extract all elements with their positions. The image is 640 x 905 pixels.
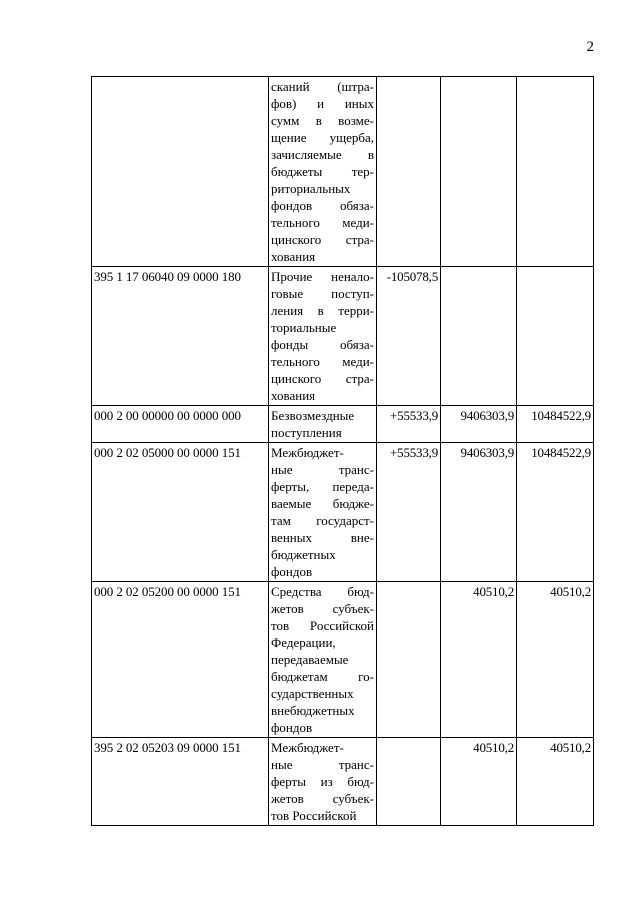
revenue-name-line: фондов (271, 720, 313, 735)
revenue-name-line: цинского стра- (271, 371, 374, 386)
amount-cell-2: 9406303,9 (441, 406, 517, 443)
amount-cell-1: +55533,9 (377, 443, 441, 582)
revenue-name-line: Безвозмездные (271, 408, 355, 423)
amount-cell-3 (517, 267, 594, 406)
revenue-name-line: ваемые бюдже- (271, 496, 374, 511)
revenue-name-line: поступления (271, 425, 342, 440)
revenue-name-line: хования (271, 388, 316, 403)
revenue-name-line: тельного меди- (271, 215, 374, 230)
budget-code-cell: 000 2 02 05200 00 0000 151 (92, 582, 269, 738)
revenue-name-line: щение ущерба, (271, 130, 374, 145)
revenue-name-line: ные транс- (271, 462, 374, 477)
revenue-name-line: Федерации, (271, 635, 336, 650)
revenue-name-cell (269, 406, 377, 443)
budget-table (91, 76, 594, 826)
revenue-name-line: зачисляемые в (271, 147, 374, 162)
revenue-name-line: тов Российской (271, 808, 357, 823)
revenue-name-line: передаваемые (271, 652, 349, 667)
revenue-name-cell (269, 267, 377, 406)
revenue-name-line: фондов (271, 564, 313, 579)
budget-code-cell (92, 77, 269, 267)
budget-code-cell: 395 2 02 05203 09 0000 151 (92, 738, 269, 826)
table-row (92, 77, 594, 267)
budget-table-body (92, 77, 594, 826)
budget-code-cell: 000 2 02 05000 00 0000 151 (92, 443, 269, 582)
revenue-name-line: тельного меди- (271, 354, 374, 369)
budget-code-cell: 395 1 17 06040 09 0000 180 (92, 267, 269, 406)
revenue-name-cell (269, 77, 377, 267)
amount-cell-3: 10484522,9 (517, 443, 594, 582)
amount-cell-3: 10484522,9 (517, 406, 594, 443)
revenue-name-line: жетов субъек- (271, 791, 374, 806)
revenue-name-line: говые поступ- (271, 286, 374, 301)
revenue-name-cell (269, 738, 377, 826)
revenue-name-line: сканий (штра- (271, 79, 374, 94)
revenue-name-line: тов Российской (271, 618, 374, 633)
amount-cell-2: 40510,2 (441, 738, 517, 826)
revenue-name-line: жетов субъек- (271, 601, 374, 616)
table-row (92, 406, 594, 443)
revenue-name-line: Межбюджет- (271, 740, 344, 755)
table-row (92, 267, 594, 406)
revenue-name-line: бюджетных (271, 547, 336, 562)
revenue-name-line: внебюджетных (271, 703, 355, 718)
revenue-name-line: бюджетам го- (271, 669, 374, 684)
table-row (92, 582, 594, 738)
amount-cell-2 (441, 267, 517, 406)
amount-cell-3 (517, 77, 594, 267)
revenue-name-line: сударственных (271, 686, 354, 701)
revenue-name-line: риториальных (271, 181, 351, 196)
revenue-name-line: венных вне- (271, 530, 374, 545)
revenue-name-line: хования (271, 249, 316, 264)
revenue-name-line: Средства бюд- (271, 584, 374, 599)
revenue-name-line: фонды обяза- (271, 337, 374, 352)
revenue-name-line: ления в терри- (271, 303, 374, 318)
amount-cell-1 (377, 77, 441, 267)
revenue-name-line: ферты, переда- (271, 479, 374, 494)
amount-cell-2 (441, 77, 517, 267)
amount-cell-3: 40510,2 (517, 582, 594, 738)
table-row (92, 443, 594, 582)
revenue-name-line: цинского стра- (271, 232, 374, 247)
revenue-name-line: бюджеты тер- (271, 164, 374, 179)
table-row (92, 738, 594, 826)
revenue-name-line: Прочие ненало- (271, 269, 374, 284)
amount-cell-2: 40510,2 (441, 582, 517, 738)
amount-cell-1: +55533,9 (377, 406, 441, 443)
revenue-name-line: там государст- (271, 513, 374, 528)
revenue-name-line: сумм в возме- (271, 113, 374, 128)
amount-cell-1 (377, 582, 441, 738)
revenue-name-line: Межбюджет- (271, 445, 344, 460)
amount-cell-2: 9406303,9 (441, 443, 517, 582)
revenue-name-line: фов) и иных (271, 96, 374, 111)
budget-code-cell: 000 2 00 00000 00 0000 000 (92, 406, 269, 443)
revenue-name-cell (269, 582, 377, 738)
revenue-name-line: ные транс- (271, 757, 374, 772)
revenue-name-line: фондов обяза- (271, 198, 374, 213)
revenue-name-line: ториальные (271, 320, 337, 335)
amount-cell-1: -105078,5 (377, 267, 441, 406)
revenue-name-cell (269, 443, 377, 582)
page-number: 2 (586, 39, 594, 55)
revenue-name-line: ферты из бюд- (271, 774, 374, 789)
amount-cell-1 (377, 738, 441, 826)
amount-cell-3: 40510,2 (517, 738, 594, 826)
